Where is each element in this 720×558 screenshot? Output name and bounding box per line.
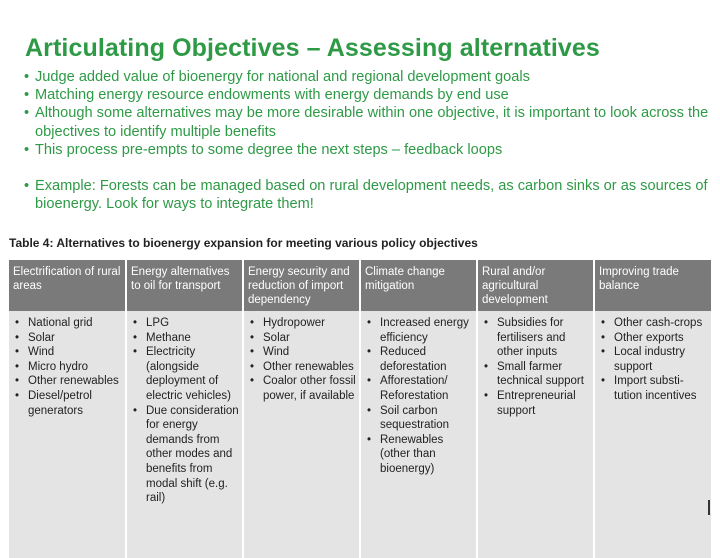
bullet-marker: • bbox=[24, 178, 30, 195]
slide-title: Articulating Objectives – Assessing alternatives bbox=[25, 34, 600, 62]
bullet-text: Although some alternatives may be more desirable within one objective, it is important to look across the objectives to identify multiple benefits bbox=[35, 105, 709, 140]
bullet-marker: • bbox=[24, 141, 30, 158]
bullet-marker: • bbox=[24, 69, 30, 85]
list-item: • Wind bbox=[13, 345, 122, 360]
bullet-item-example bbox=[24, 177, 714, 213]
list-item: • Solar bbox=[248, 331, 356, 346]
column-header-rural-development: Rural and/or agricultural development bbox=[477, 260, 594, 311]
list-item: • Micro hydro bbox=[13, 360, 122, 375]
list-item: • Increased energy efficiency bbox=[365, 316, 473, 345]
list-item: • Soil carbon sequestration bbox=[365, 404, 473, 433]
list-item: • Electricity (alongside deployment of electric vehicles) bbox=[131, 345, 239, 403]
cell-list bbox=[365, 316, 473, 477]
table-row bbox=[9, 311, 711, 558]
cell-list bbox=[248, 316, 356, 404]
list-item: • Wind bbox=[248, 345, 356, 360]
cell-list bbox=[482, 316, 590, 418]
list-item: • Other renewables bbox=[13, 374, 122, 389]
list-item: • Import substi-tution incentives bbox=[599, 374, 708, 403]
column-header-transport: Energy alternatives to oil for transport bbox=[126, 260, 243, 311]
bullet-text: Matching energy resource endowments with energy demands by end use bbox=[35, 87, 509, 104]
list-item: • Entrepreneurial support bbox=[482, 389, 590, 418]
cell-list bbox=[131, 316, 239, 506]
list-item: • Hydropower bbox=[248, 316, 356, 331]
list-item: • Diesel/petrol generators bbox=[13, 389, 122, 418]
table-caption: Table 4: Alternatives to bioenergy expansion for meeting various policy objectives bbox=[9, 236, 478, 250]
bullet-item bbox=[24, 68, 714, 86]
list-item: • Solar bbox=[13, 331, 122, 346]
bullet-marker: • bbox=[24, 105, 30, 122]
cell-list bbox=[13, 316, 122, 418]
list-item: • Subsidies for fertilisers and other inputs bbox=[482, 316, 590, 360]
bullet-marker: • bbox=[24, 87, 30, 104]
list-item: • Other cash-crops bbox=[599, 316, 708, 331]
bullet-item bbox=[24, 86, 714, 104]
bullet-item bbox=[24, 104, 714, 140]
column-header-energy-security: Energy security and reduction of import dependency bbox=[243, 260, 360, 311]
alternatives-table bbox=[9, 260, 711, 558]
table-cell-transport bbox=[126, 311, 243, 558]
list-item: • Local industry support bbox=[599, 345, 708, 374]
list-item: • Other exports bbox=[599, 331, 708, 346]
list-item: • Small farmer technical support bbox=[482, 360, 590, 389]
list-item: • National grid bbox=[13, 316, 122, 331]
bullet-list bbox=[24, 68, 714, 213]
column-header-climate: Climate change mitigation bbox=[360, 260, 477, 311]
list-item: • Coalor other fossil power, if available bbox=[248, 374, 356, 403]
list-item: • Reduced deforestation bbox=[365, 345, 473, 374]
table-cell-climate bbox=[360, 311, 477, 558]
list-item: • Other renewables bbox=[248, 360, 356, 375]
list-item: • Renewables (other than bioenergy) bbox=[365, 433, 473, 477]
bullet-item bbox=[24, 141, 714, 159]
column-header-trade-balance: Improving trade balance bbox=[594, 260, 711, 311]
table-cell-trade-balance bbox=[594, 311, 711, 558]
table-cell-energy-security bbox=[243, 311, 360, 558]
list-item: • Due consideration for energy demands from other modes and benefits from modal shift (e.g. rail) bbox=[131, 404, 239, 506]
cell-list bbox=[599, 316, 708, 404]
bullet-text: This process pre-empts to some degree the next steps – feedback loops bbox=[35, 141, 503, 158]
table-cell-electrification bbox=[9, 311, 126, 558]
bullet-text: Judge added value of bioenergy for national and regional development goals bbox=[35, 69, 530, 85]
bullet-text: Example: Forests can be managed based on rural development needs, as carbon sinks or as sources of bioenergy. Look for ways to integrate them! bbox=[35, 178, 708, 213]
list-item: • Afforestation/ Reforestation bbox=[365, 374, 473, 403]
column-header-electrification: Electrification of rural areas bbox=[9, 260, 126, 311]
list-item: • Methane bbox=[131, 331, 239, 346]
table-header-row bbox=[9, 260, 711, 311]
list-item: • LPG bbox=[131, 316, 239, 331]
table-cell-rural-development bbox=[477, 311, 594, 558]
slide-edge-marker bbox=[708, 500, 710, 515]
